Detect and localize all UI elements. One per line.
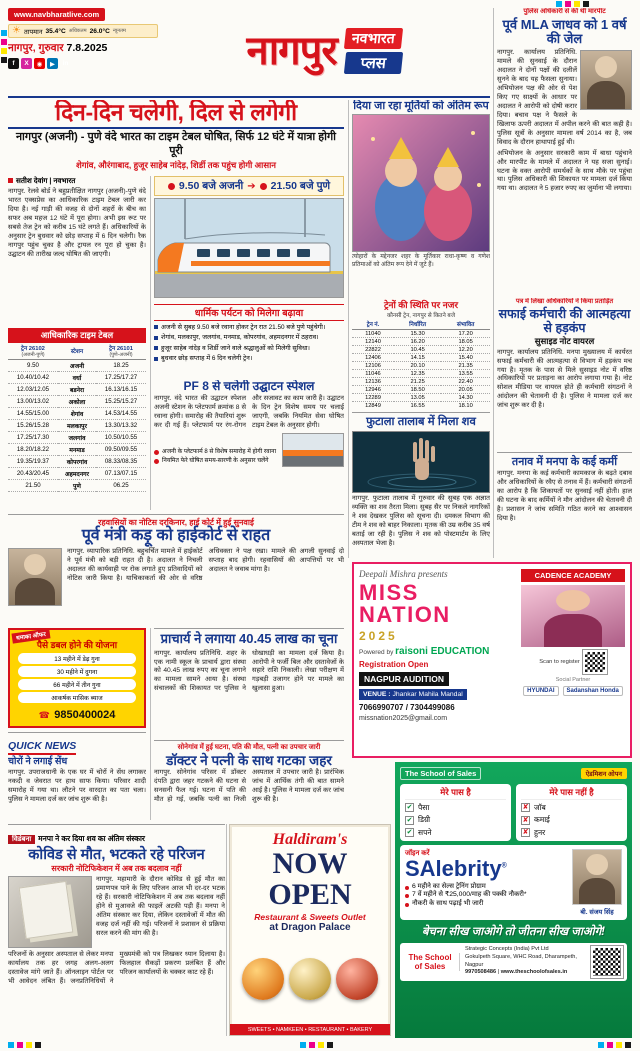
ad-address-block bbox=[465, 946, 586, 976]
ad-phone-row bbox=[13, 705, 141, 723]
article-tanav bbox=[497, 452, 632, 558]
article-subhead: सुसाइड नोट वायरल bbox=[534, 335, 595, 346]
social-icon[interactable]: ▶ bbox=[47, 58, 58, 69]
print-registration-marks bbox=[598, 1042, 631, 1048]
school-brand-logo: The School of Sales bbox=[400, 767, 481, 780]
check-icon: ✔ bbox=[406, 804, 413, 811]
have-box bbox=[400, 784, 511, 841]
point-icon bbox=[154, 450, 159, 455]
status-col-header: ट्रेन नं. bbox=[352, 319, 394, 330]
scan-label: Scan to register bbox=[539, 659, 580, 665]
article-kadu-relief bbox=[8, 514, 344, 624]
status-row: 22822 10.45 12.20 bbox=[352, 346, 490, 354]
print-registration-marks bbox=[8, 1042, 41, 1048]
ad-header-row bbox=[400, 767, 627, 780]
timetable-col2: स्टेशन bbox=[58, 343, 96, 360]
arrow-icon: ➔ bbox=[247, 180, 256, 192]
lead-story-header bbox=[8, 100, 344, 174]
journey-time-banner bbox=[154, 176, 344, 196]
checklist-boxes bbox=[400, 784, 627, 841]
partner-logos bbox=[523, 686, 623, 696]
article-body: नागपुर. सोनेगांव परिसर में डॉक्टर दंपति द्वारा जहर गटकने की घटना से सनसनी फैल गई। घटना में पति की मौत हो गई, जबकि पत्नी का निजी अस्पताल में उपचार जारी है। प्रारंभिक जांच में आर्थिक तंगी की बात सामने आई है। पुलिस ने मामला दर्ज कर जांच शुरू की है। bbox=[154, 769, 344, 804]
masthead-logo-stack bbox=[345, 28, 402, 74]
bullet-icon bbox=[154, 325, 158, 329]
bullet-item bbox=[154, 345, 344, 353]
program-bullet: नौकरी के साथ पढ़ाई भी जारी bbox=[405, 900, 567, 909]
cross-icon: ✘ bbox=[522, 829, 529, 836]
train-illustration bbox=[155, 199, 344, 298]
social-icons bbox=[8, 58, 158, 69]
column-rule bbox=[150, 176, 151, 510]
scan-row bbox=[539, 650, 607, 674]
ad-card[interactable] bbox=[395, 762, 632, 1038]
bullet-icon bbox=[154, 357, 158, 361]
article-tag: विडंबना bbox=[8, 835, 35, 844]
headline-rule bbox=[8, 127, 344, 130]
status-subtitle: कौनसी ट्रेन, नागपुर से कितने बजे bbox=[386, 313, 456, 319]
city-day: नागपुर, गुरुवार bbox=[8, 42, 64, 54]
article-covid-death bbox=[8, 824, 225, 1038]
timetable-row: 12.03/12.05 बडनेरा 16.13/16.15 bbox=[8, 384, 146, 396]
temp-max: 35.4°C bbox=[45, 27, 66, 35]
cross-icon: ✘ bbox=[522, 804, 529, 811]
point-item bbox=[154, 449, 278, 456]
point-item bbox=[154, 458, 278, 465]
social-icon[interactable]: in bbox=[62, 60, 69, 67]
ad-powered-by: Powered by raisoni EDUCATION bbox=[359, 646, 490, 657]
havent-box bbox=[516, 784, 627, 841]
masthead bbox=[8, 6, 490, 98]
ad-offer-item: आकर्षक मासिक ब्याज bbox=[18, 692, 136, 703]
arrival-time: 21.50 बजे पुणे bbox=[270, 180, 331, 192]
article-content-row bbox=[8, 548, 344, 606]
column-rule bbox=[226, 824, 227, 1036]
article-body-continued: परिजनों के अनुसार अस्पताल से लेकर मनपा कार्यालय तक हर जगह अलग-अलग दस्तावेज मांगे जाते हैं। ऑनलाइन पोर्टल पर भी आवेदन लंबित हैं। जनप्रतिनिधियों ने मुख्यमंत्री को पत्र लिखकर ध्यान दिलाया है। फिलहाल सैकड़ों प्रकरण प्रलंबित हैं और परिजन कार्यालयों के चक्कर काट रहे हैं। bbox=[8, 951, 225, 986]
temp-min: 26.0°C bbox=[89, 27, 110, 35]
company-name: Strategic Concepts (India) Pvt Ltd bbox=[465, 946, 549, 953]
status-row: 12289 13.05 14.30 bbox=[352, 394, 490, 402]
ad-offer-item: 13 महीने में डेढ़ गुना bbox=[18, 653, 136, 664]
temp-max-label: अधिकतम bbox=[68, 28, 87, 34]
program-title: SAlebrity® bbox=[405, 855, 507, 881]
status-row: 12140 16.20 18.05 bbox=[352, 338, 490, 346]
ad-registration: Registration Open bbox=[359, 660, 429, 669]
article-body: नागपुर. व्यापारिक प्रतिनिधि. बहुचर्चित मामले में हाईकोर्ट ने पूर्व मंत्री को बड़ी राहत दी है। अदालत ने निचली अदालत की कार्यवाही पर रोक लगाते हुए प्रतिवादियों को नोटिस जारी किया है। याचिकाकर्ता की ओर से वरिष्ठ अधिवक्ता ने पक्ष रखा। मामले की अगली सुनवाई दो सप्ताह बाद होगी। रहवासियों की आपत्तियों पर भी अदालत ने जवाब मांगा है। bbox=[67, 548, 344, 582]
train-engine-photo bbox=[282, 433, 344, 467]
print-registration-marks bbox=[556, 1, 589, 7]
status-row: 12946 18.50 20.05 bbox=[352, 386, 490, 394]
qr-code bbox=[583, 650, 607, 674]
timetable-col3: ट्रेन 26101 (पुणे-अजनी) bbox=[96, 343, 146, 360]
article-headline: PF 8 से चलेगी उद्घाटन स्पेशल bbox=[183, 380, 315, 393]
article-headline: प्राचार्य ने लगाया 40.45 लाख का चूना bbox=[160, 631, 338, 646]
timetable-row: 21.50 पुणे 06.25 bbox=[8, 480, 146, 492]
ad-phone-number: 9850400024 bbox=[54, 709, 116, 721]
idol-illustration bbox=[353, 115, 490, 252]
status-row: 12406 14.15 15.40 bbox=[352, 354, 490, 362]
article-headline: सफाई कर्मचारी की आत्महत्या से हड़कंप bbox=[498, 306, 631, 335]
timetable-title: आधिकारिक टाइम टेबल bbox=[8, 328, 146, 343]
program-bullet: 6 महीने का सेल्स ट्रेनिंग प्रोग्राम bbox=[405, 883, 567, 892]
ad-location: at Dragon Palace bbox=[269, 922, 351, 934]
edition-date: 7.8.2025 bbox=[66, 42, 108, 54]
haldirams-ad bbox=[229, 824, 391, 1036]
status-col-header: संभावित bbox=[441, 319, 490, 330]
column-rule bbox=[493, 8, 494, 558]
idol-headline: दिया जा रहा मूर्तियों को अंतिम रूप bbox=[353, 100, 489, 112]
article-principal-fraud bbox=[154, 628, 344, 736]
checklist-item: ✔ डिग्री bbox=[406, 815, 431, 824]
ad-audition-strip: NAGPUR AUDITION bbox=[359, 672, 449, 686]
quick-news-title: QUICK NEWS bbox=[8, 740, 76, 755]
byline-marker bbox=[8, 178, 13, 183]
lead-deck: नागपुर (अजनी) - पुणे वंदे भारत का टाइम टेबल घोषित, सिर्फ 12 घंटे में यात्रा होगी पूरी bbox=[15, 131, 337, 157]
bullet-text: अजनी से सुबह 9.50 बजे रवाना होकर ट्रेन रात 21.50 बजे पुणे पहुंचेगी। bbox=[161, 323, 326, 331]
social-icon[interactable]: ◉ bbox=[34, 58, 45, 69]
check-icon: ✔ bbox=[406, 829, 413, 836]
article-kicker: रहवासियों का नोटिस दरकिनार, हाई कोर्ट में हुई सुनवाई bbox=[98, 518, 254, 527]
ad-email: missnation2025@gmail.com bbox=[359, 715, 448, 722]
bullet-text: शेगांव, मलकापुर, जलगांव, मनमाड, कोपरगांव, अहमदनगर में ठहराव। bbox=[161, 334, 319, 341]
check-icon: ✔ bbox=[406, 816, 413, 824]
article-body: नागपुर. मनपा के कई कर्मचारी कामकाज के बढ़ते दबाव और अधिकारियों के रवैए से तनाव में हैं। कर्मचारी संगठनों का आरोप है कि शिकायतों पर सुनवाई नहीं होती। हाल की घटना के बाद कर्मियों ने मौन आंदोलन की चेतावनी दी है। प्रशासन ने जांच समिति गठित करने का आश्वासन दिया है। bbox=[497, 470, 632, 523]
article-body: नागपुर. महामारी के दौरान कोविड से हुई मौत का प्रमाणपत्र पाने के लिए परिजन आज भी दर-दर भटक रहे हैं। सरकारी नोटिफिकेशन में अब तक बदलाव नहीं होने से मुआवजे की फाइलें अटकी पड़ी हैं। मनपा ने अंतिम संस्कार कर दिया, लेकिन दस्तावेजों में मौत की वजह दर्ज नहीं की गई। परिजनों ने प्रशासन से प्रक्रिया सरल करने की मांग की है। bbox=[96, 876, 225, 938]
haldirams-logo: Haldiram's bbox=[272, 831, 348, 848]
article-body: नागपुर. कार्यालय प्रतिनिधि. मनपा मुख्यालय में कार्यरत सफाई कर्मचारी की आत्महत्या से विभाग में हड़कंप मच गया है। मृतक के पास से मिले सुसाइड नोट में वरिष्ठ अधिकारियों पर प्रताड़ना का आरोप लगाया गया है। नोट सोशल मीडिया पर वायरल होते ही कर्मचारी संगठनों ने आंदोलन की चेतावनी दी है। पुलिस ने मामला दर्ज कर जांच शुरू कर दी है। bbox=[497, 348, 632, 410]
ad-presenter: Deepali Mishra presents bbox=[359, 569, 448, 579]
point-icon bbox=[154, 459, 159, 464]
ad-footer bbox=[400, 943, 627, 981]
ganesh-idols-photo bbox=[352, 114, 490, 252]
article-highlight: मनपा ने कर दिया शव का अंतिम संस्कार bbox=[38, 834, 145, 843]
checklist-item: ✘ कमाई bbox=[522, 815, 550, 824]
ad-title: NOW OPEN bbox=[268, 847, 352, 911]
box-bullet-list bbox=[154, 324, 344, 364]
weather-widget bbox=[8, 24, 158, 38]
mla-portrait-photo bbox=[580, 50, 632, 110]
article-safai-suicide bbox=[497, 298, 632, 448]
masthead-plus: प्लस bbox=[344, 52, 403, 74]
havent-box-title: मेरे पास नहीं है bbox=[521, 787, 622, 800]
ad-title: MISS NATION bbox=[359, 580, 451, 627]
bullet-item bbox=[154, 324, 344, 332]
article-headline: कोविड से मौत, भटकते रहे परिजन bbox=[28, 847, 205, 863]
article-kicker: पत्र में लिखा अधिकारियों ने किया प्रताड़ित bbox=[515, 298, 614, 305]
quick-news-body: नागपुर. उपराजधानी के एक घर में चोरों ने सेंध लगाकर नकदी व जेवरात पर हाथ साफ किया। परिवार शादी समारोह में गया था। लौटने पर वारदात का पता चला। पुलिस ने मामला दर्ज कर जांच शुरू की है। bbox=[8, 768, 146, 803]
departure-time: 9.50 बजे अजनी bbox=[178, 180, 244, 192]
checklist-item: ✔ पैसा bbox=[406, 802, 430, 812]
byline-text: सतीश देवांग | नवभारत bbox=[16, 176, 76, 185]
destination-dot-icon bbox=[260, 183, 267, 190]
drowning-hand-photo bbox=[352, 431, 490, 493]
social-icon[interactable]: f bbox=[8, 58, 19, 69]
byline bbox=[8, 176, 146, 186]
pf8-footer-row bbox=[154, 433, 344, 467]
timetable-row: 15.26/15.28 मलकापुर 13.30/13.32 bbox=[8, 420, 146, 432]
status-col-header: निर्धारित bbox=[394, 319, 441, 330]
program-text bbox=[405, 849, 567, 916]
column-rule bbox=[150, 628, 151, 820]
mentor-name: बी. संजय सिंह bbox=[580, 908, 614, 916]
ad-left-column bbox=[359, 569, 515, 751]
ad-year: 2025 bbox=[359, 629, 398, 643]
documents-photo bbox=[8, 876, 92, 948]
article-headline: फुटाला तालाब में मिला शव bbox=[366, 416, 476, 428]
print-registration-marks bbox=[300, 1042, 333, 1048]
article-body: नागपुर. वंदे भारत की उद्घाटन स्पेशल अजनी स्टेशन के प्लेटफार्म क्रमांक 8 से रवाना होगी। समारोह की तैयारियां शुरू कर दी गई हैं। प्लेटफार्म पर रंग-रोगन और सजावट का काम जारी है। उद्घाटन के दिन ट्रेन विशेष समय पर चलाई जाएगी, जबकि नियमित सेवा घोषित टाइम टेबल के अनुसार होगी। bbox=[154, 395, 344, 430]
bullet-item bbox=[154, 355, 344, 363]
article-pf8-special bbox=[154, 380, 344, 510]
status-row: 11040 15.30 17.20 bbox=[352, 330, 490, 338]
sun-icon: ☀ bbox=[12, 25, 21, 36]
train-status-table bbox=[352, 298, 490, 408]
ad-title: पैसे डबल होने की योजना bbox=[36, 640, 118, 650]
bullet-text: बुधवार छोड़ सप्ताह में 6 दिन चलेगी ट्रेन। bbox=[161, 355, 253, 362]
food-photo bbox=[242, 958, 284, 1000]
official-timetable bbox=[8, 328, 146, 512]
bullet-item bbox=[154, 334, 344, 342]
finance-scheme-ad bbox=[8, 628, 146, 728]
origin-dot-icon bbox=[168, 183, 175, 190]
ad-right-column bbox=[521, 569, 625, 751]
print-registration-marks bbox=[1, 30, 7, 63]
masthead-city: नागपुर bbox=[246, 29, 337, 73]
ad-offer-list bbox=[13, 653, 141, 703]
admission-tab: ऐडमिशन ओपन bbox=[581, 768, 627, 779]
partner-label: Social Partner bbox=[555, 677, 591, 683]
article-subhead: सरकारी नोटिफिकेशन में अब तक बदलाव नहीं bbox=[51, 864, 182, 874]
partner-logo: Sadanshan Honda bbox=[563, 686, 623, 696]
masthead-brand: नवभारत bbox=[344, 28, 403, 49]
article-body: नागपुर. कार्यालय प्रतिनिधि. मामले की सुनवाई के दौरान अदालत ने दोनों पक्षों की दलीलें सुनने के बाद यह फैसला सुनाया। अभियोजन पक्ष की ओर से पेश किए गए साक्ष्यों के आधार पर अदालत ने आरोपी को दोषी करार दिया। बचाव पक्ष ने फैसले के खिलाफ ऊपरी अदालत में अपील करने की बात कही है। पुलिस सूत्रों के अनुसार मामला वर्ष 2014 का है, जब विवाद के दौरान हाथापाई हुई थी। bbox=[497, 48, 632, 146]
column-rule bbox=[348, 100, 349, 558]
article-headline: पूर्व मंत्री कड़ू को हाईकोर्ट से राहत bbox=[81, 527, 271, 545]
partner-logo: HYUNDAI bbox=[523, 686, 558, 696]
article-body: अभियोजन के अनुसार सरकारी काम में बाधा पहुंचाने और मारपीट के मामले में अदालत ने यह सजा सुनाई। घटना के वक्त आरोपी समर्थकों के साथ मौके पर पहुंचा था। पुलिस अधिकारी की शिकायत पर मामला दर्ज किया गया था। अदालत ने 5 हजार रुपए का जुर्माना भी लगाया। bbox=[497, 149, 632, 193]
status-title: ट्रेनों की स्थिति पर नजर bbox=[383, 300, 459, 310]
timetable-row: 18.20/18.22 मनमाड 09.50/09.55 bbox=[8, 444, 146, 456]
school-of-sales-ad bbox=[395, 762, 632, 1038]
point-list bbox=[154, 449, 278, 467]
miss-nation-ad bbox=[352, 562, 632, 758]
article-mla-jail bbox=[497, 8, 632, 296]
website-link[interactable]: www.navbharatlive.com bbox=[8, 8, 105, 21]
quick-news-headline: चोरों ने लगाई सेंध bbox=[8, 756, 68, 767]
water-illustration bbox=[353, 432, 490, 493]
edition-dateline bbox=[8, 41, 158, 55]
timetable-col1: ट्रेन 26102 (अजनी-पुणे) bbox=[8, 343, 58, 360]
masthead-info bbox=[8, 6, 158, 96]
article-doctor-poison bbox=[154, 740, 344, 820]
status-table bbox=[352, 319, 490, 408]
masthead-title bbox=[158, 6, 490, 96]
ad-tagline: बेचना सीख जाओगे तो जीतना सीख जाओगे! bbox=[421, 925, 605, 938]
social-icon[interactable]: X bbox=[21, 58, 32, 69]
program-bullet: 7 वें महीने से ₹25,000/माह की पक्की नौकरी* bbox=[405, 891, 567, 900]
have-box-title: मेरे पास है bbox=[405, 787, 506, 800]
kadu-portrait-photo bbox=[8, 548, 62, 606]
quick-news bbox=[8, 732, 146, 820]
article-content-row bbox=[8, 876, 225, 948]
religious-tourism-box bbox=[154, 304, 344, 378]
timetable-row: 17.25/17.30 जलगांव 10.50/10.55 bbox=[8, 432, 146, 444]
bullet-icon bbox=[154, 336, 158, 340]
lead-media bbox=[154, 176, 344, 302]
status-row: 11046 12.35 13.55 bbox=[352, 370, 490, 378]
bullet-icon bbox=[154, 346, 158, 350]
food-photo bbox=[336, 958, 378, 1000]
mentor-photo bbox=[572, 849, 622, 905]
bullet-text: हुजूर साहेब नांदेड़ व शिर्डी जाने वाले श्रद्धालुओं को मिलेगी सुविधा। bbox=[161, 344, 310, 352]
ad-offer-item: 66 महीने में तीन गुना bbox=[18, 679, 136, 690]
school-footer-logo: The School of Sales bbox=[404, 953, 460, 971]
article-body: नागपुर. फुटाला तालाब में गुरुवार की सुबह एक अज्ञात व्यक्ति का शव तैरता मिला। सुबह सैर पर निकले नागरिकों ने शव देखकर पुलिस को सूचना दी। दमकल विभाग की टीम ने शव को बाहर निकाला। मृतक की उम्र करीब 35 वर्ष बताई जा रही है। पुलिस ने शव को पोस्टमार्टम के लिए अस्पताल भेजा है। bbox=[352, 494, 490, 547]
ad-phones: 7066990707 / 7304499086 bbox=[359, 703, 455, 712]
ad-card[interactable] bbox=[8, 628, 146, 728]
article-tag-row bbox=[8, 828, 225, 846]
ad-subtitle: Restaurant & Sweets Outlet bbox=[254, 912, 366, 923]
article-kicker: सोनेगांव में हुई घटना, पति की मौत, पत्नी का उपचार जारी bbox=[177, 744, 321, 751]
timetable-row: 14.55/15.00 शेगांव 14.53/14.55 bbox=[8, 408, 146, 420]
cross-icon: ✘ bbox=[522, 816, 529, 824]
phone-icon: ☎ bbox=[38, 710, 50, 720]
article-kicker: पुलिस अधिकारी से की थी मारपीट bbox=[523, 8, 606, 15]
timetable-row: 10.40/10.42 वर्धा 17.25/17.27 bbox=[8, 372, 146, 384]
join-label: जॉइन करें bbox=[405, 849, 430, 857]
idol-caption: त्योहारों के मद्देनजर शहर के मूर्तिकार राधा-कृष्ण व गणेश प्रतिमाओं को अंतिम रूप देने में जुटे हैं। bbox=[352, 254, 490, 268]
vande-bharat-train-photo bbox=[154, 198, 344, 298]
cadence-academy-logo: CADENCE ACADEMY bbox=[521, 569, 625, 582]
article-headline: तनाव में मनपा के कई कर्मी bbox=[511, 456, 618, 468]
timetable-row: 9.50 अजनी 18.25 bbox=[8, 360, 146, 372]
checklist-item: ✘ हुनर bbox=[522, 827, 546, 837]
lead-body-text: नागपुर. रेलवे बोर्ड ने बहुप्रतीक्षित नागपुर (अजनी)-पुणे वंदे भारत एक्सप्रेस का आधिकारिक टाइम टेबल जारी कर दिया है। नई गाड़ी की वजह से दोनों शहरों के बीच का सफर अब महज 12 घंटे में पूरा होगा। अभी इस रूट पर सबसे तेज ट्रेन को करीब 15 घंटे लगते हैं। अधिकारियों के अनुसार ट्रेन बुधवार को छोड़ सप्ताह में 6 दिन चलेगी। रैक नागपुर पहुंच चुका है और ट्रायल रन पूरा हो चुका है। उद्घाटन की तारीख जल्द घोषित की जाएगी। bbox=[8, 188, 146, 258]
checklist-item: ✔ सपने bbox=[406, 827, 432, 837]
status-row: 12106 20.10 21.35 bbox=[352, 362, 490, 370]
food-photo bbox=[289, 958, 331, 1000]
lead-story-body bbox=[8, 176, 146, 326]
status-row: 12136 21.25 22.40 bbox=[352, 378, 490, 386]
point-text: नियमित फेरे घोषित समय-सारणी के अनुसार चलेंगे bbox=[162, 458, 269, 465]
idol-story bbox=[352, 100, 490, 296]
lead-route-line: शेगांव, औरंगाबाद, हुजूर साहेब नांदेड़, शिर्डी तक पहुंच होगी आसान bbox=[75, 159, 277, 170]
article-headline: पूर्व MLA जाधव को 1 वर्ष की जेल bbox=[502, 16, 627, 47]
lead-headline: दिन-दिन चलेगी, दिल से लगेगी bbox=[55, 100, 297, 125]
temp-min-label: न्यूनतम bbox=[112, 28, 126, 34]
qr-code bbox=[591, 946, 623, 978]
ad-venue-strip: VENUE : Jhankar Mahila Mandal bbox=[359, 689, 467, 700]
status-row: 12849 16.55 18.10 bbox=[352, 402, 490, 409]
timetable-row: 19.35/19.37 कोपरगांव 08.33/08.35 bbox=[8, 456, 146, 468]
timetable-table bbox=[8, 343, 146, 492]
raisoni-logo: raisoni EDUCATION bbox=[395, 646, 490, 657]
checklist-item: ✘ जॉब bbox=[522, 802, 546, 812]
ad-card[interactable] bbox=[352, 562, 632, 758]
ad-badge: धमाका ऑफर bbox=[11, 628, 50, 643]
contact-row: 9970508486 | www.theschoolofsales.in bbox=[465, 969, 568, 976]
article-futala-body bbox=[352, 412, 490, 558]
mentor-block bbox=[572, 849, 622, 916]
article-body: नागपुर. कार्यालय प्रतिनिधि. शहर के एक नामी स्कूल के प्राचार्य द्वारा संस्था को 40.45 लाख रुपए का चूना लगाने का मामला सामने आया है। संस्था संचालकों की शिकायत पर पुलिस ने धोखाधड़ी का मामला दर्ज किया है। आरोपी ने फर्जी बिल और दस्तावेजों के सहारे राशि निकाली। लेखा परीक्षण में गड़बड़ी उजागर होने पर मामले का खुलासा हुआ। bbox=[154, 649, 344, 693]
point-text: अजनी के प्लेटफार्म 8 से विशेष समारोह में होगी रवाना bbox=[162, 448, 277, 455]
box-title: धार्मिक पर्यटन को मिलेगा बढ़ावा bbox=[154, 304, 344, 321]
food-collage bbox=[236, 933, 384, 1024]
ad-card[interactable] bbox=[229, 824, 391, 1036]
program-band bbox=[400, 845, 627, 920]
company-address: Gokulpeth Square, WHC Road, Dharampeth, Nagpur bbox=[465, 953, 577, 968]
ad-offer-item: 30 महीने में दुगना bbox=[18, 666, 136, 677]
timetable-row: 20.43/20.45 अहमदनगर 07.13/07.15 bbox=[8, 468, 146, 480]
model-photo bbox=[521, 585, 625, 647]
weather-label: तापमान bbox=[23, 28, 43, 36]
ad-footer-strip: SWEETS • NAMKEEN • RESTAURANT • BAKERY bbox=[230, 1024, 390, 1035]
timetable-row: 13.00/13.02 अकोला 15.25/15.27 bbox=[8, 396, 146, 408]
article-headline: डॉक्टर ने पत्नी के साथ गटका जहर bbox=[166, 753, 332, 769]
